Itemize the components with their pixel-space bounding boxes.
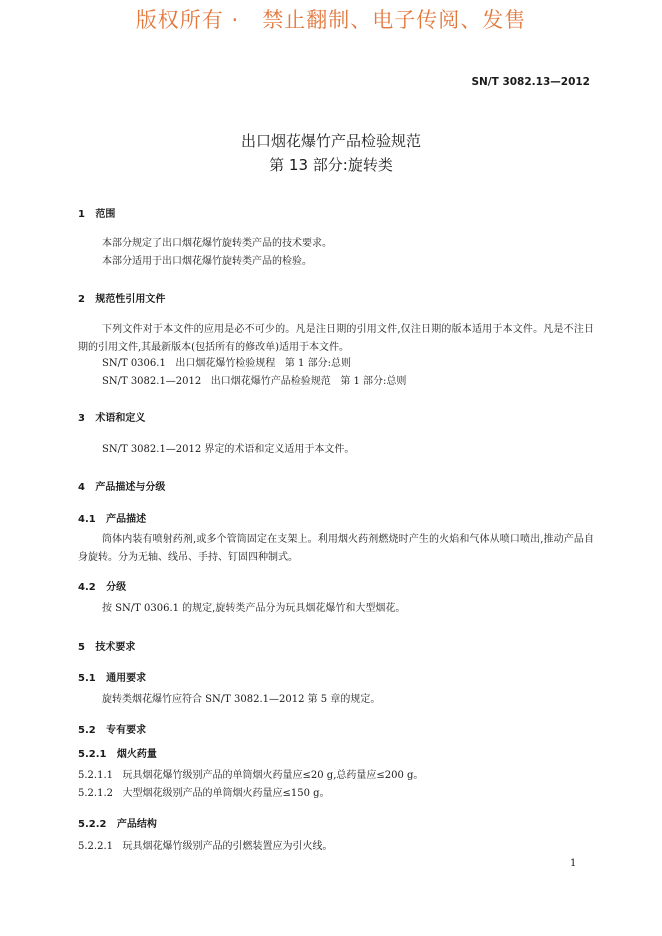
section-3-paragraph-1: SN/T 3082.1—2012 界定的术语和定义适用于本文件。 [102, 444, 355, 455]
section-5-heading: 5 技术要求 [78, 642, 136, 653]
copyright-watermark: 版权所有 · 禁止翻制、电子传阅、发售 [135, 8, 527, 32]
section-4-1-paragraph: 筒体内装有喷射药剂,或多个管筒固定在支架上。利用烟火药剂燃烧时产生的火焰和气体从喷口喷出,推动产品自身旋转。分为无轴、线吊、手持、钉固四种制式。 [78, 534, 594, 563]
section-5-2-2-heading: 5.2.2 产品结构 [78, 819, 157, 830]
section-5-2-heading: 5.2 专有要求 [78, 725, 147, 736]
standard-number: SN/T 3082.13—2012 [471, 76, 590, 88]
page-number: 1 [570, 858, 577, 869]
clause-5-2-1-2: 5.2.1.2 大型烟花级别产品的单筒烟火药量应≤150 g。 [78, 788, 330, 799]
reference-1: SN/T 0306.1 出口烟花爆竹检验规程 第 1 部分:总则 [102, 358, 351, 369]
section-3-heading: 3 术语和定义 [78, 413, 146, 424]
section-2-heading: 2 规范性引用文件 [78, 294, 166, 305]
reference-2: SN/T 3082.1—2012 出口烟花爆竹产品检验规范 第 1 部分:总则 [102, 376, 407, 387]
section-5-1-paragraph: 旋转类烟花爆竹应符合 SN/T 3082.1—2012 第 5 章的规定。 [102, 694, 381, 705]
section-5-1-heading: 5.1 通用要求 [78, 673, 147, 684]
clause-5-2-2-1: 5.2.2.1 玩具烟花爆竹级别产品的引燃装置应为引火线。 [78, 841, 333, 852]
section-1-paragraph-1: 本部分规定了出口烟花爆竹旋转类产品的技术要求。 [102, 238, 332, 249]
section-4-2-heading: 4.2 分级 [78, 582, 127, 593]
section-4-heading: 4 产品描述与分级 [78, 482, 166, 493]
section-4-1-heading: 4.1 产品描述 [78, 514, 147, 525]
section-4-2-paragraph: 按 SN/T 0306.1 的规定,旋转类产品分为玩具烟花爆竹和大型烟花。 [102, 603, 406, 614]
section-2-paragraph-1: 下列文件对于本文件的应用是必不可少的。凡是注日期的引用文件,仅注日期的版本适用于本文件。凡是不注日期的引用文件,其最新版本(包括所有的修改单)适用于本文件。 [78, 324, 594, 353]
section-1-heading: 1 范围 [78, 209, 116, 220]
document-title: 出口烟花爆竹产品检验规范 [240, 132, 421, 150]
clause-5-2-1-1: 5.2.1.1 玩具烟花爆竹级别产品的单筒烟火药量应≤20 g,总药量应≤200 g。 [78, 770, 424, 781]
section-5-2-1-heading: 5.2.1 烟火药量 [78, 749, 157, 760]
document-subtitle: 第 13 部分:旋转类 [269, 156, 393, 174]
section-1-paragraph-2: 本部分适用于出口烟花爆竹旋转类产品的检验。 [102, 256, 312, 267]
